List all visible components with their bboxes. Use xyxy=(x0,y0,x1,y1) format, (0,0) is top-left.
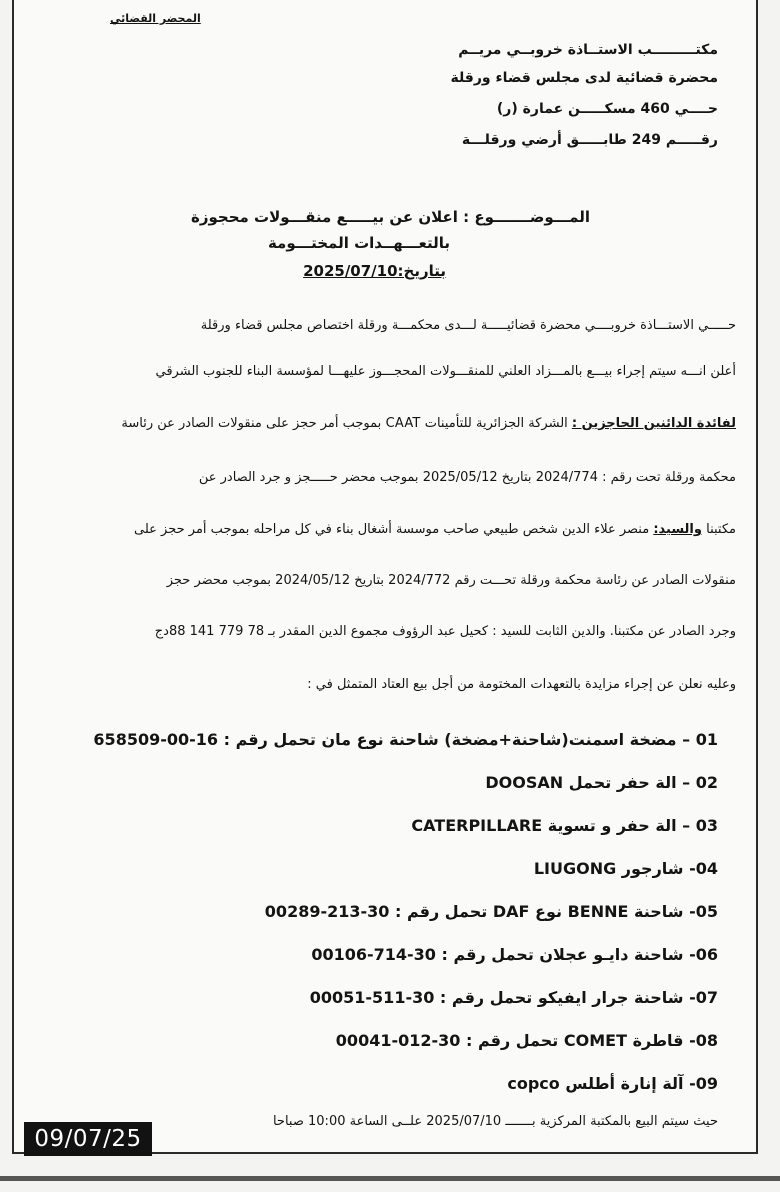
body-line-5-pre: مكتبنا xyxy=(701,522,736,537)
body-line-6: منقولات الصادر عن رئاسة محكمة ورقلة تحـــت رقم 2024/772 بتاريخ 2024/05/12 بموجب محضر حجز xyxy=(166,573,736,588)
office-line-1: مكتـــــــــب الاستــاذة خروبــي مريــم xyxy=(458,42,718,58)
list-item-01: 01 – مضخة اسمنت(شاحنة+مضخة) شاحنة نوع مان تحمل رقم : 16-00-658509 xyxy=(93,730,718,749)
body-line-8: وعليه نعلن عن إجراء مزايدة بالتعهدات المختومة من أجل بيع العتاد المتمثل في : xyxy=(307,677,736,692)
list-item-04: 04- شارجور LIUGONG xyxy=(533,859,718,878)
sale-footer-line: حيث سيتم البيع بالمكتبة المركزية بـــــــ 2025/07/10 علــى الساعة 10:00 صباحا xyxy=(272,1114,718,1129)
body-line-3 xyxy=(121,416,736,431)
list-item-08: 08- قاطرة COMET تحمل رقم : 30-012-00041 xyxy=(335,1031,718,1050)
subject-line: المـــوضـــــــوع : اعلان عن بيـــــع منقـــولات محجوزة xyxy=(191,208,590,226)
list-item-03: 03 – الة حفر و تسوية CATERPILLARE xyxy=(411,816,718,835)
office-line-2: محضرة قضائية لدى مجلس قضاء ورقلة xyxy=(450,70,718,86)
creditors-label: لفائدة الدائنين الحاجزين : xyxy=(571,416,736,431)
notice-date: بتاريخ:2025/07/10 xyxy=(303,262,446,280)
body-line-4: محكمة ورقلة تحت رقم : 2024/774 بتاريخ 2025/05/12 بموجب محضر حـــــجز و جرد الصادر عن xyxy=(198,470,736,485)
body-line-3-rest: الشركة الجزائرية للتأمينات CAAT بموجب أمر حجز على منقولات الصادر عن رئاسة xyxy=(121,416,572,431)
court-label: المحضر القضائي xyxy=(110,12,201,25)
mister-label: والسيد: xyxy=(653,522,702,537)
subject-line-2: بالتعـــهــدات المختـــومة xyxy=(267,234,450,252)
body-line-5-rest: منصر علاء الدين شخص طبيعي صاحب موسسة أشغال بناء في كل مراحله بموجب أمر حجز على xyxy=(134,522,654,537)
body-line-5 xyxy=(134,522,736,537)
body-line-2: أعلن انـــه سيتم إجراء بيـــع بالمـــزاد العلني للمنقـــولات المحجـــوز عليهـــا لمؤسسة البناء للجنوب الشرقي xyxy=(155,364,736,379)
date-stamp: 09/07/25 xyxy=(24,1122,152,1156)
list-item-06: 06- شاحنة دايـو عجلان تحمل رقم : 30-714-00106 xyxy=(311,945,718,964)
body-line-1: حـــــي الاستـــاذة خروبــــي محضرة قضائيـــــة لـــدى محكمـــة ورقلة اختصاص مجلس قضاء ورقلة xyxy=(200,318,736,333)
page-bottom-divider xyxy=(0,1176,780,1181)
list-item-02: 02 – الة حفر تحمل DOOSAN xyxy=(485,773,718,792)
list-item-09: 09- آلة إنارة أطلس copco xyxy=(507,1074,718,1093)
office-line-4: رقـــــم 249 طابـــــق أرضي ورقلـــة xyxy=(461,132,718,148)
body-line-7: وجرد الصادر عن مكتبنا. والدين الثابت للسيد : كحيل عبد الرؤوف مجموع الدين المقدر بـ 78 779 141 88دج xyxy=(154,624,736,639)
list-item-07: 07- شاحنة جرار ايفيكو تحمل رقم : 30-511-00051 xyxy=(309,988,718,1007)
office-line-3: حــــي 460 مسكـــــن عمارة (ر) xyxy=(496,101,718,117)
list-item-05: 05- شاحنة BENNE نوع DAF تحمل رقم : 30-213-00289 xyxy=(264,902,718,921)
